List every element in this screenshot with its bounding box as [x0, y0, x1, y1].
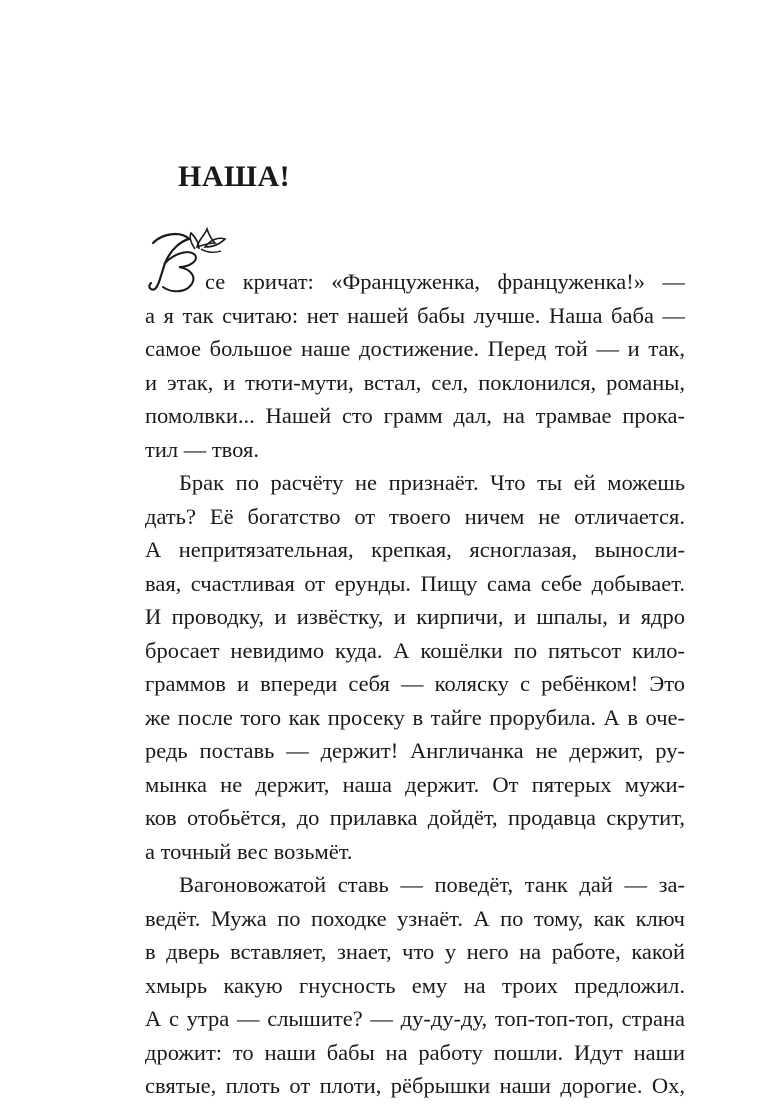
text-line: А непритязательная, крепкая, ясноглазая, выносли- — [145, 537, 685, 562]
text-line: тил — твоя. — [145, 436, 259, 462]
text-line: хмырь какую гнусность ему на троих предложил. — [145, 972, 685, 998]
text-line: дать? Её богатство от твоего ничем не отличается. — [145, 503, 685, 529]
text-line: Брак по расчёту не признаёт. Что ты ей можешь — [179, 470, 685, 495]
text-line: помолвки... Нашей сто грамм дал, на трамвае прока- — [145, 403, 685, 428]
chapter-title: НАША! — [178, 160, 291, 193]
text-line: вая, счастливая от ерунды. Пищу сама себе добывает. — [145, 570, 685, 596]
text-line: И проводку, и извёстку, и кирпичи, и шпалы, и ядро — [145, 604, 685, 629]
text-line: в дверь вставляет, знает, что у него на работе, какой — [145, 939, 685, 964]
text-line: А с утра — слышите? — ду-ду-ду, топ-топ-топ, страна — [145, 1006, 685, 1031]
text-line: дрожит: то наши бабы на работу пошли. Идут наши — [145, 1039, 685, 1065]
text-line: самое большое наше достижение. Перед той — и так, — [145, 336, 685, 361]
text-line: мынка не держит, наша держит. От пятерых мужи- — [145, 771, 685, 797]
text-line: редь поставь — держит! Англичанка не держит, ру- — [145, 738, 685, 763]
text-line: ков отобьётся, до прилавка дойдёт, продавца скрутит, — [145, 805, 685, 830]
text-line: святые, плоть от плоти, рёбрышки наши дорогие. Ох, — [145, 1073, 685, 1098]
text-line: а точный вес возьмёт. — [145, 838, 353, 864]
text-line: ведёт. Мужа по походке узнаёт. А по тому, как ключ — [145, 905, 685, 931]
text-line: и этак, и тюти-мути, встал, сел, поклонился, романы, — [145, 369, 685, 395]
text-line: бросает невидимо куда. А кошёлки по пятьсот кило- — [145, 637, 685, 663]
text-line: же после того как просеку в тайге прорубила. А в оче- — [145, 704, 685, 730]
text-line: се кричат: «Француженка, француженка!» — — [205, 269, 685, 294]
text-line: а я так считаю: нет нашей бабы лучше. Наша баба — — [145, 302, 685, 328]
text-line: граммов и впереди себя — коляску с ребёнком! Это — [145, 671, 685, 696]
text-line: Вагоновожатой ставь — поведёт, танк дай — за- — [179, 872, 685, 897]
body-text — [145, 265, 685, 1103]
